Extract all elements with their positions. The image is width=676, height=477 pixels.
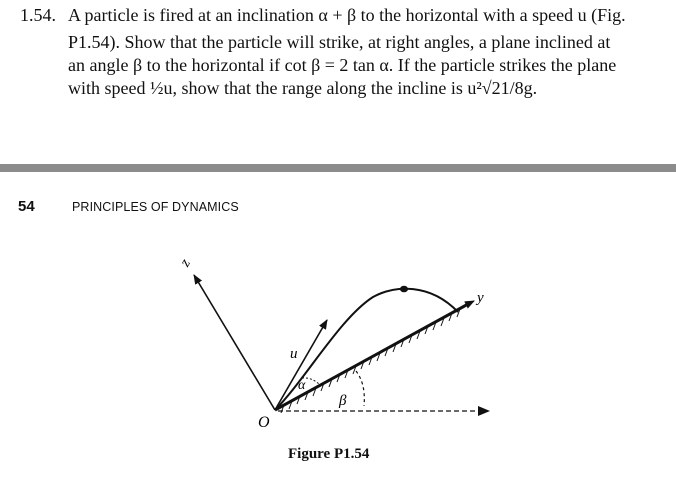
origin-label: O xyxy=(258,414,270,431)
alpha-label: α xyxy=(298,378,306,393)
figure-caption: Figure P1.54 xyxy=(288,446,370,462)
velocity-label: u xyxy=(290,346,298,362)
page-number: 54 xyxy=(18,198,35,215)
y-axis-label: y xyxy=(477,290,484,306)
running-head: PRINCIPLES OF DYNAMICS xyxy=(72,200,239,214)
problem-number: 1.54. xyxy=(20,5,56,25)
problem-line-3: an angle β to the horizontal if cot β = 2 tan α. If the particle strikes the plane xyxy=(68,55,617,75)
problem-line-2: P1.54). Show that the particle will strike, at right angles, a plane inclined at xyxy=(68,32,611,52)
beta-label: β xyxy=(339,393,347,409)
y-axis-arrow xyxy=(470,301,474,303)
particle-dot xyxy=(400,286,408,293)
problem-line-4: with speed ½u, show that the range along the incline is u²√21/8g. xyxy=(68,78,538,98)
horizontal-arrowhead xyxy=(478,406,490,416)
inclined-plane xyxy=(275,303,470,410)
beta-arc xyxy=(356,371,364,406)
z-axis-label: z xyxy=(177,256,194,270)
problem-line-1: A particle is fired at an inclination α + β to the horizontal with a speed u (Fig. xyxy=(68,5,626,25)
z-axis xyxy=(194,275,275,410)
